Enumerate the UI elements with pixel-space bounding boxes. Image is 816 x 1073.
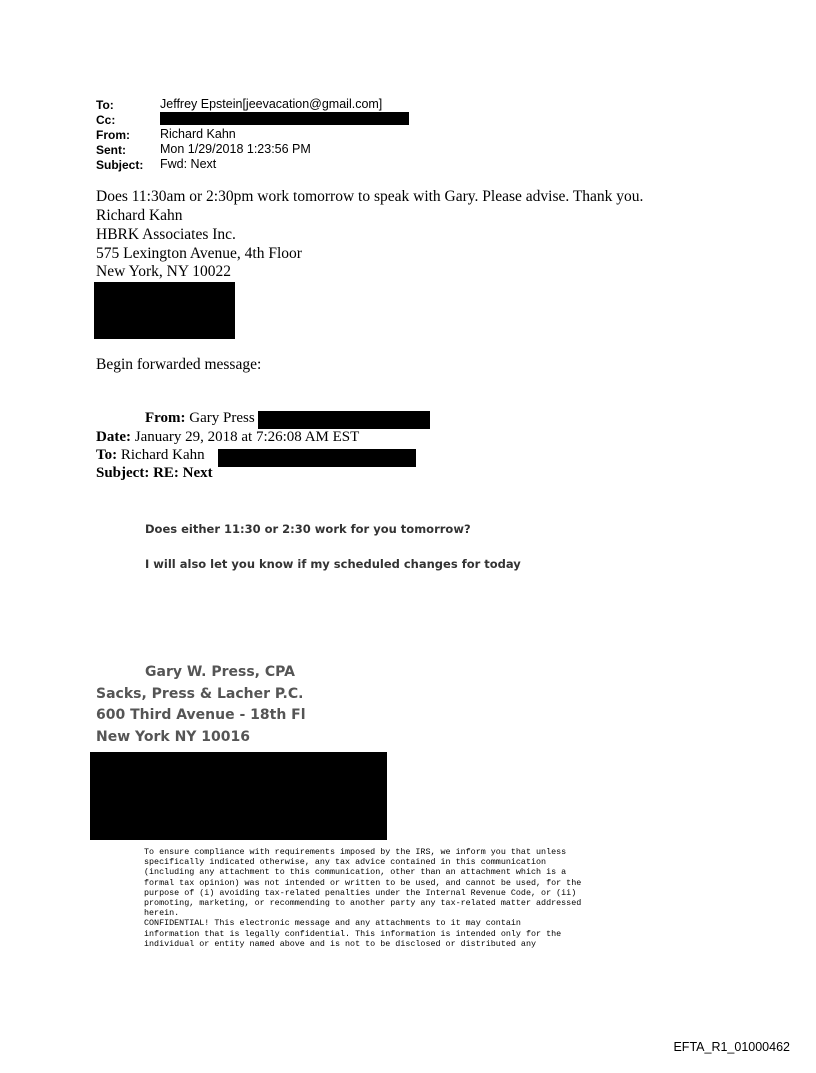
disclaimer-line: (including any attachment to this communication, other than an attachment which is a	[144, 867, 567, 878]
begin-forwarded: Begin forwarded message:	[96, 356, 262, 373]
disclaimer-line: specifically indicated otherwise, any tax advice contained in this communication	[144, 857, 547, 868]
disclaimer-line: purpose of (i) avoiding tax-related penalties under the Internal Revenue Code, or (ii)	[144, 887, 577, 898]
reply-line-2: I will also let you know if my scheduled changes for today	[145, 557, 521, 571]
subject-value: Fwd: Next	[160, 157, 217, 171]
signature-redaction	[94, 282, 235, 339]
from-label: From:	[96, 128, 130, 142]
disclaimer-line: promoting, marketing, or recommending to another party any tax-related matter addressed	[144, 898, 582, 909]
fwd-subject-value: RE: Next	[153, 465, 213, 481]
contact-redaction	[90, 752, 387, 840]
disclaimer-line: To ensure compliance with requirements imposed by the IRS, we inform you that unless	[144, 847, 567, 857]
sig-gary-address2: New York NY 10016	[96, 729, 251, 745]
body-sig-address1: 575 Lexington Avenue, 4th Floor	[96, 245, 302, 262]
fwd-to	[96, 447, 205, 464]
fwd-subject-label: Subject:	[96, 465, 150, 481]
body-sig-name: Richard Kahn	[96, 207, 183, 224]
fwd-date	[96, 429, 359, 446]
reply-line-1: Does either 11:30 or 2:30 work for you tomorrow?	[145, 522, 471, 536]
body-message: Does 11:30am or 2:30pm work tomorrow to speak with Gary. Please advise. Thank you.	[96, 188, 644, 205]
sig-gary-address1: 600 Third Avenue - 18th Fl	[96, 707, 306, 723]
body-sig-company: HBRK Associates Inc.	[96, 226, 236, 243]
disclaimer-line: CONFIDENTIAL! This electronic message and any attachments to it may contain	[144, 918, 521, 929]
disclaimer-line: individual or entity named above and is not to be disclosed or distributed any	[144, 938, 537, 949]
disclaimer-block	[144, 847, 581, 949]
fwd-from	[145, 410, 255, 427]
disclaimer-line: information that is legally confidential. This information is intended only for the	[144, 928, 562, 939]
fwd-to-value: Richard Kahn	[120, 447, 205, 463]
sent-label: Sent:	[96, 143, 126, 157]
sent-value: Mon 1/29/2018 1:23:56 PM	[160, 142, 311, 156]
cc-redaction	[160, 112, 409, 125]
fwd-to-redaction	[218, 449, 416, 467]
sig-gary-name: Gary W. Press, CPA	[145, 664, 295, 680]
cc-label: Cc:	[96, 113, 116, 127]
to-value: Jeffrey Epstein[jeevacation@gmail.com]	[160, 97, 383, 111]
fwd-date-value: January 29, 2018 at 7:26:08 AM EST	[134, 429, 360, 445]
sig-gary-firm: Sacks, Press & Lacher P.C.	[96, 686, 304, 702]
fwd-from-label: From:	[145, 410, 186, 426]
to-label: To:	[96, 98, 114, 112]
fwd-subject	[96, 465, 213, 482]
body-sig-address2: New York, NY 10022	[96, 263, 232, 280]
fwd-from-value: Gary Press	[189, 410, 255, 426]
disclaimer-line: herein.	[144, 908, 180, 919]
bates-number: EFTA_R1_01000462	[673, 1040, 790, 1054]
fwd-from-redaction	[258, 411, 430, 429]
disclaimer-line: formal tax opinion) was not intended or written to be used, and cannot be used, for the	[144, 877, 582, 888]
subject-label: Subject:	[96, 158, 144, 172]
fwd-to-label: To:	[96, 447, 118, 463]
fwd-date-label: Date:	[96, 429, 131, 445]
from-value: Richard Kahn	[160, 127, 236, 141]
